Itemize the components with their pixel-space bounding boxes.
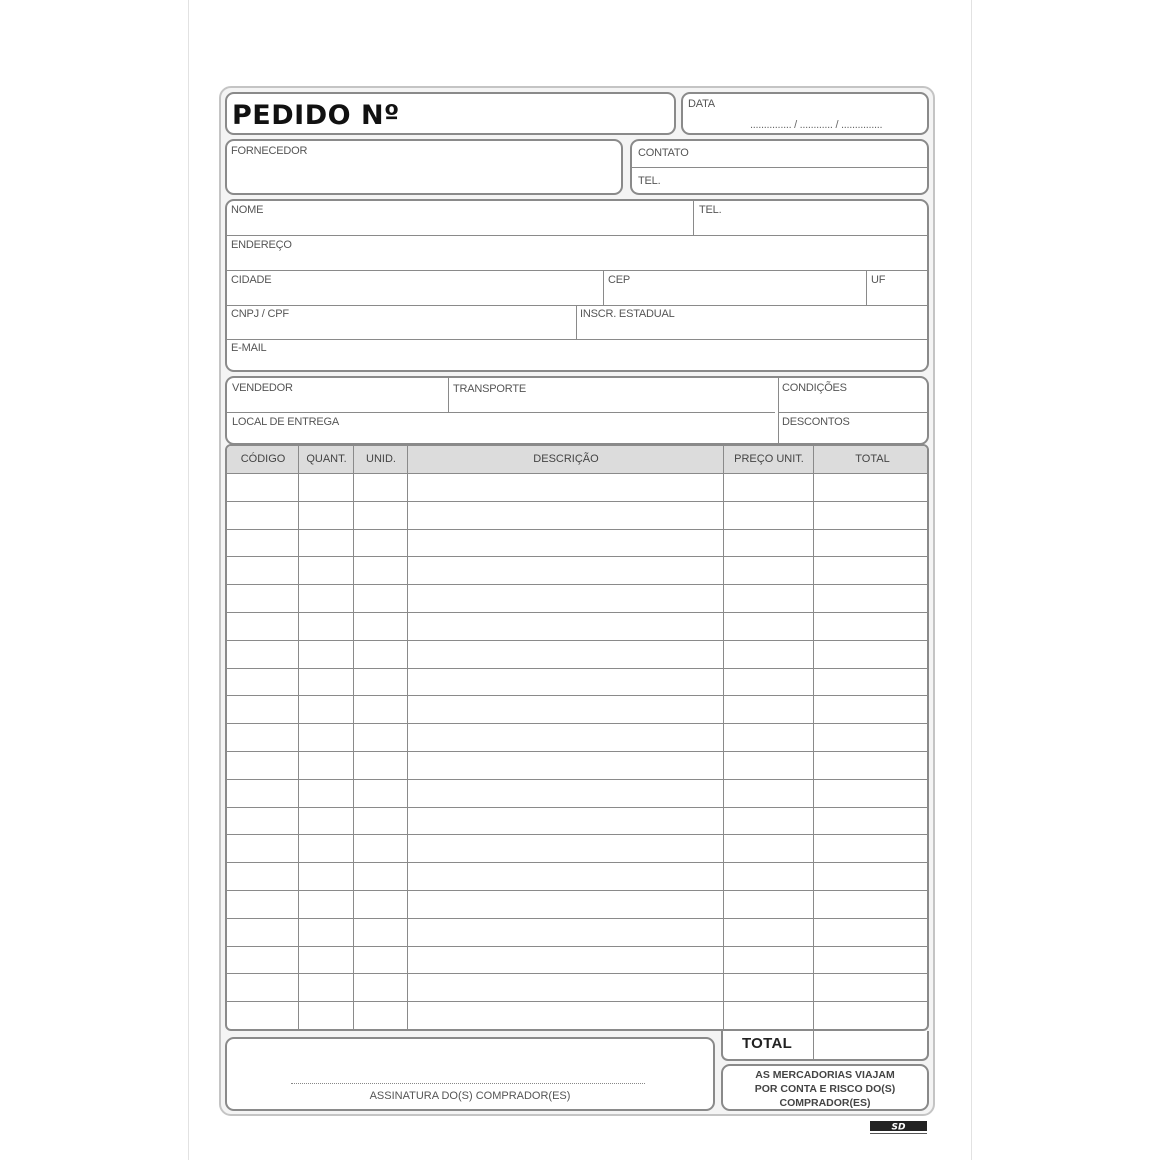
cep-label: CEP	[608, 274, 631, 286]
date-blank: ............... / ............ / ...............	[750, 119, 883, 131]
client-row-divider	[227, 270, 927, 271]
table-row-line	[227, 695, 927, 696]
email-label: E-MAIL	[231, 342, 267, 354]
table-row-line	[227, 807, 927, 808]
notice-line: POR CONTA E RISCO DO(S)	[754, 1083, 896, 1095]
col-divider	[407, 446, 408, 1031]
client-row-divider	[227, 305, 927, 306]
cnpj-label: CNPJ / CPF	[231, 308, 289, 320]
seller-label: VENDEDOR	[232, 382, 293, 394]
table-row-line	[227, 556, 927, 557]
client-row-divider	[227, 339, 927, 340]
signature-label: ASSINATURA DO(S) COMPRADOR(ES)	[369, 1090, 571, 1102]
table-row-line	[227, 751, 927, 752]
name-tel-divider	[693, 201, 694, 235]
brand-logo-text: SD	[891, 1122, 906, 1133]
signature-line	[291, 1083, 645, 1084]
uf-label: UF	[871, 274, 886, 286]
table-row-line	[227, 501, 927, 502]
contact-tel-label: TEL.	[638, 175, 661, 187]
table-row-line	[227, 529, 927, 530]
table-row-line	[227, 890, 927, 891]
city-cep-divider	[603, 270, 604, 305]
sales-box	[225, 376, 929, 445]
col-header-quantity: QUANT.	[306, 453, 347, 465]
table-row-line	[227, 640, 927, 641]
total-divider	[813, 1031, 814, 1061]
table-row-line	[227, 834, 927, 835]
contact-label: CONTATO	[638, 147, 689, 159]
table-row-line	[227, 723, 927, 724]
transport-label: TRANSPORTE	[453, 383, 526, 395]
total-label: TOTAL	[741, 1035, 793, 1052]
table-row-line	[227, 946, 927, 947]
items-table	[225, 444, 929, 1031]
contact-divider	[632, 167, 927, 168]
inscr-label: INSCR. ESTADUAL	[580, 308, 675, 320]
table-row-line	[227, 973, 927, 974]
signature-box[interactable]	[225, 1037, 715, 1111]
sales-row-divider	[227, 412, 775, 413]
table-row-line	[227, 612, 927, 613]
conditions-divider-h	[778, 412, 927, 413]
col-header-total: TOTAL	[855, 453, 890, 465]
table-row-line	[227, 584, 927, 585]
col-divider	[353, 446, 354, 1031]
supplier-label: FORNECEDOR	[231, 145, 308, 157]
contact-box	[630, 139, 929, 195]
brand-logo	[870, 1120, 927, 1136]
cnpj-inscr-divider	[576, 305, 577, 339]
seller-transport-divider	[448, 378, 449, 412]
table-row-line	[227, 668, 927, 669]
col-divider	[723, 446, 724, 1031]
notice-text	[723, 1068, 927, 1110]
client-row-divider	[227, 235, 927, 236]
order-title: PEDIDO Nº	[232, 100, 400, 131]
city-label: CIDADE	[231, 274, 272, 286]
discounts-label: DESCONTOS	[782, 416, 850, 428]
conditions-label: CONDIÇÕES	[782, 382, 847, 394]
col-divider	[298, 446, 299, 1031]
col-header-code: CÓDIGO	[240, 453, 286, 465]
col-header-unit: UNID.	[366, 453, 396, 465]
name-label: NOME	[231, 204, 264, 216]
table-row-line	[227, 1001, 927, 1002]
client-box	[225, 199, 929, 372]
address-label: ENDEREÇO	[231, 239, 292, 251]
notice-line: AS MERCADORIAS VIAJAM	[755, 1069, 895, 1081]
total-box	[721, 1031, 929, 1061]
col-header-description: DESCRIÇÃO	[533, 453, 599, 465]
order-title-box	[225, 92, 676, 135]
date-label: DATA	[688, 98, 715, 110]
delivery-label: LOCAL DE ENTREGA	[232, 416, 340, 428]
supplier-box[interactable]	[225, 139, 623, 195]
table-row-line	[227, 779, 927, 780]
table-row-line	[227, 918, 927, 919]
date-box[interactable]	[681, 92, 929, 135]
table-row-line	[227, 862, 927, 863]
col-divider	[813, 446, 814, 1031]
col-header-unit-price: PREÇO UNIT.	[734, 453, 804, 465]
cep-uf-divider	[866, 270, 867, 305]
notice-box	[721, 1064, 929, 1111]
notice-line: COMPRADOR(ES)	[779, 1097, 871, 1109]
client-tel-label: TEL.	[699, 204, 722, 216]
